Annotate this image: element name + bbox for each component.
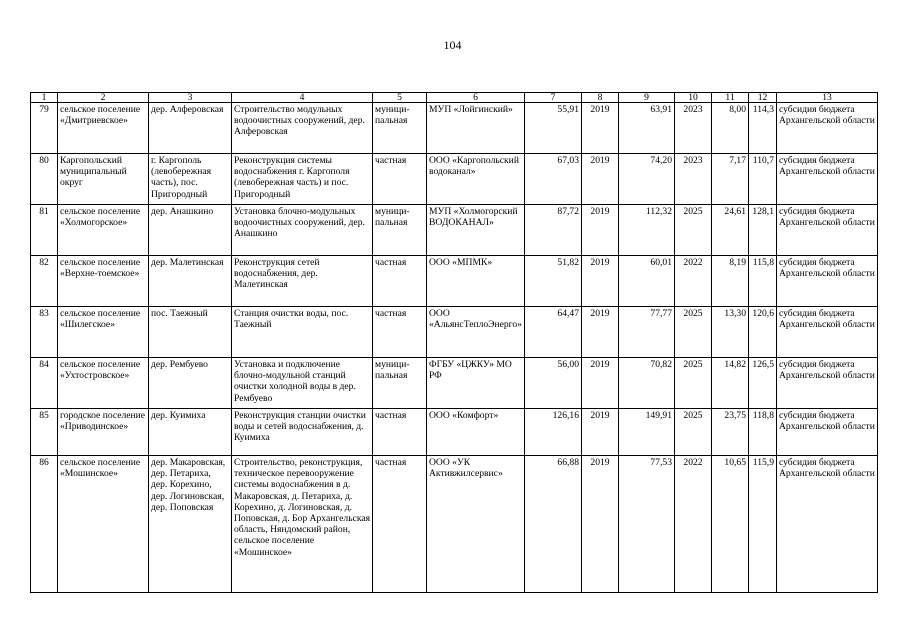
value-col-7: 126,16 — [525, 409, 582, 456]
year-col-10: 2022 — [675, 456, 712, 593]
table-row — [31, 256, 878, 307]
funding-source: субсидия бюджета Архангельской области — [777, 358, 878, 409]
year-col-10: 2025 — [675, 205, 712, 256]
organization: ООО «Комфорт» — [427, 409, 525, 456]
municipality: сельское поселение «Верхне-тоемское» — [58, 256, 149, 307]
year-col-10: 2023 — [675, 154, 712, 205]
header-col-13: 13 — [777, 93, 878, 103]
value-col-11: 7,17 — [712, 154, 749, 205]
locality: дер. Алферовская — [149, 103, 232, 154]
project-description: Установка блочно-модульных водоочистных сооружений, дер. Анашкино — [232, 205, 373, 256]
municipality: сельское поселение «Ухтостровское» — [58, 358, 149, 409]
value-col-11: 24,61 — [712, 205, 749, 256]
project-description: Реконструкция системы водоснабжения г. Каргополя (левобережная часть) и пос. Пригородный — [232, 154, 373, 205]
row-number: 86 — [31, 456, 58, 593]
organization: МУП «Лойгинский» — [427, 103, 525, 154]
value-col-9: 74,20 — [619, 154, 675, 205]
funding-source: субсидия бюджета Архангельской области — [777, 409, 878, 456]
year-col-10: 2025 — [675, 358, 712, 409]
year-col-8: 2019 — [582, 103, 619, 154]
funding-source: субсидия бюджета Архангельской области — [777, 307, 878, 358]
ownership: частная — [373, 409, 427, 456]
ownership: муници-пальная — [373, 103, 427, 154]
value-col-9: 149,91 — [619, 409, 675, 456]
project-description: Реконструкция станции очистки воды и сетей водоснабжения, д. Куимиха — [232, 409, 373, 456]
value-col-7: 87,72 — [525, 205, 582, 256]
table-row — [31, 456, 878, 593]
row-number: 80 — [31, 154, 58, 205]
value-col-9: 77,77 — [619, 307, 675, 358]
locality: дер. Куимиха — [149, 409, 232, 456]
organization: МУП «Холмогорский ВОДОКАНАЛ» — [427, 205, 525, 256]
value-col-12: 115,9 — [749, 456, 777, 593]
value-col-11: 10,65 — [712, 456, 749, 593]
header-col-3: 3 — [149, 93, 232, 103]
value-col-12: 115,8 — [749, 256, 777, 307]
locality: дер. Рембуево — [149, 358, 232, 409]
table-row — [31, 154, 878, 205]
page-number: 104 — [443, 38, 462, 52]
row-number: 82 — [31, 256, 58, 307]
municipality: городское поселение «Приводинское» — [58, 409, 149, 456]
value-col-12: 114,3 — [749, 103, 777, 154]
municipality: сельское поселение «Шилегское» — [58, 307, 149, 358]
row-number: 84 — [31, 358, 58, 409]
year-col-8: 2019 — [582, 307, 619, 358]
organization: ФГБУ «ЦЖКУ» МО РФ — [427, 358, 525, 409]
value-col-12: 126,5 — [749, 358, 777, 409]
investment-table — [30, 92, 878, 593]
value-col-9: 63,91 — [619, 103, 675, 154]
organization: ООО «Каргопольский водоканал» — [427, 154, 525, 205]
value-col-9: 60,01 — [619, 256, 675, 307]
value-col-11: 14,82 — [712, 358, 749, 409]
project-description: Строительство модульных водоочистных сооружений, дер. Алферовская — [232, 103, 373, 154]
header-col-7: 7 — [525, 93, 582, 103]
value-col-7: 66,88 — [525, 456, 582, 593]
header-col-10: 10 — [675, 93, 712, 103]
ownership: частная — [373, 154, 427, 205]
project-description: Строительство, реконструкция, техническое перевооружение системы водоснабжения в д. Макаровская, д. Петариха, д. Корехино, д. Логиновская, д. Поповская, д. Бор Архангельская область, Няндомский район, сельское поселение «Мошинское» — [232, 456, 373, 593]
project-description: Установка и подключение блочно-модульной станций очистки холодной воды в дер. Рембуево — [232, 358, 373, 409]
row-number: 79 — [31, 103, 58, 154]
header-col-2: 2 — [58, 93, 149, 103]
header-col-1: 1 — [31, 93, 58, 103]
value-col-7: 51,82 — [525, 256, 582, 307]
value-col-7: 64,47 — [525, 307, 582, 358]
municipality: сельское поселение «Дмитриевское» — [58, 103, 149, 154]
year-col-8: 2019 — [582, 205, 619, 256]
value-col-11: 8,00 — [712, 103, 749, 154]
municipality: сельское поселение «Мошинское» — [58, 456, 149, 593]
funding-source: субсидия бюджета Архангельской области — [777, 256, 878, 307]
value-col-12: 110,7 — [749, 154, 777, 205]
ownership: муници-пальная — [373, 358, 427, 409]
table-row — [31, 205, 878, 256]
value-col-7: 56,00 — [525, 358, 582, 409]
organization: ООО «МПМК» — [427, 256, 525, 307]
ownership: частная — [373, 307, 427, 358]
header-col-12: 12 — [749, 93, 777, 103]
row-number: 85 — [31, 409, 58, 456]
table-row — [31, 409, 878, 456]
year-col-8: 2019 — [582, 256, 619, 307]
municipality: сельское поселение «Холмогорское» — [58, 205, 149, 256]
locality: пос. Таежный — [149, 307, 232, 358]
table-row — [31, 103, 878, 154]
locality: дер. Анашкино — [149, 205, 232, 256]
header-col-8: 8 — [582, 93, 619, 103]
value-col-7: 55,91 — [525, 103, 582, 154]
year-col-10: 2023 — [675, 103, 712, 154]
value-col-7: 67,03 — [525, 154, 582, 205]
header-row — [31, 93, 878, 103]
year-col-8: 2019 — [582, 409, 619, 456]
project-description: Реконструкция сетей водоснабжения, дер. Малетинская — [232, 256, 373, 307]
year-col-8: 2019 — [582, 456, 619, 593]
header-col-4: 4 — [232, 93, 373, 103]
funding-source: субсидия бюджета Архангельской области — [777, 103, 878, 154]
header-col-9: 9 — [619, 93, 675, 103]
locality: г. Каргополь (левобережная часть), пос. Пригородный — [149, 154, 232, 205]
funding-source: субсидия бюджета Архангельской области — [777, 154, 878, 205]
value-col-9: 112,32 — [619, 205, 675, 256]
row-number: 81 — [31, 205, 58, 256]
locality: дер. Малетинская — [149, 256, 232, 307]
municipality: Каргопольский муниципальный округ — [58, 154, 149, 205]
year-col-8: 2019 — [582, 358, 619, 409]
header-col-11: 11 — [712, 93, 749, 103]
value-col-11: 8,19 — [712, 256, 749, 307]
value-col-9: 77,53 — [619, 456, 675, 593]
table-row — [31, 307, 878, 358]
row-number: 83 — [31, 307, 58, 358]
value-col-12: 128,1 — [749, 205, 777, 256]
header-col-6: 6 — [427, 93, 525, 103]
table-row — [31, 358, 878, 409]
funding-source: субсидия бюджета Архангельской области — [777, 456, 878, 593]
year-col-8: 2019 — [582, 154, 619, 205]
year-col-10: 2022 — [675, 256, 712, 307]
value-col-12: 120,6 — [749, 307, 777, 358]
locality: дер. Макаровская, дер. Петариха, дер. Корехино, дер. Логиновская, дер. Поповская — [149, 456, 232, 593]
project-description: Станция очистки воды, пос. Таежный — [232, 307, 373, 358]
year-col-10: 2025 — [675, 409, 712, 456]
value-col-11: 13,30 — [712, 307, 749, 358]
value-col-9: 70,82 — [619, 358, 675, 409]
header-col-5: 5 — [373, 93, 427, 103]
funding-source: субсидия бюджета Архангельской области — [777, 205, 878, 256]
ownership: частная — [373, 456, 427, 593]
value-col-12: 118,8 — [749, 409, 777, 456]
year-col-10: 2025 — [675, 307, 712, 358]
ownership: частная — [373, 256, 427, 307]
organization: ООО «УК Активжилсервис» — [427, 456, 525, 593]
value-col-11: 23,75 — [712, 409, 749, 456]
organization: ООО «АльянсТеплоЭнерго» — [427, 307, 525, 358]
ownership: муници-пальная — [373, 205, 427, 256]
